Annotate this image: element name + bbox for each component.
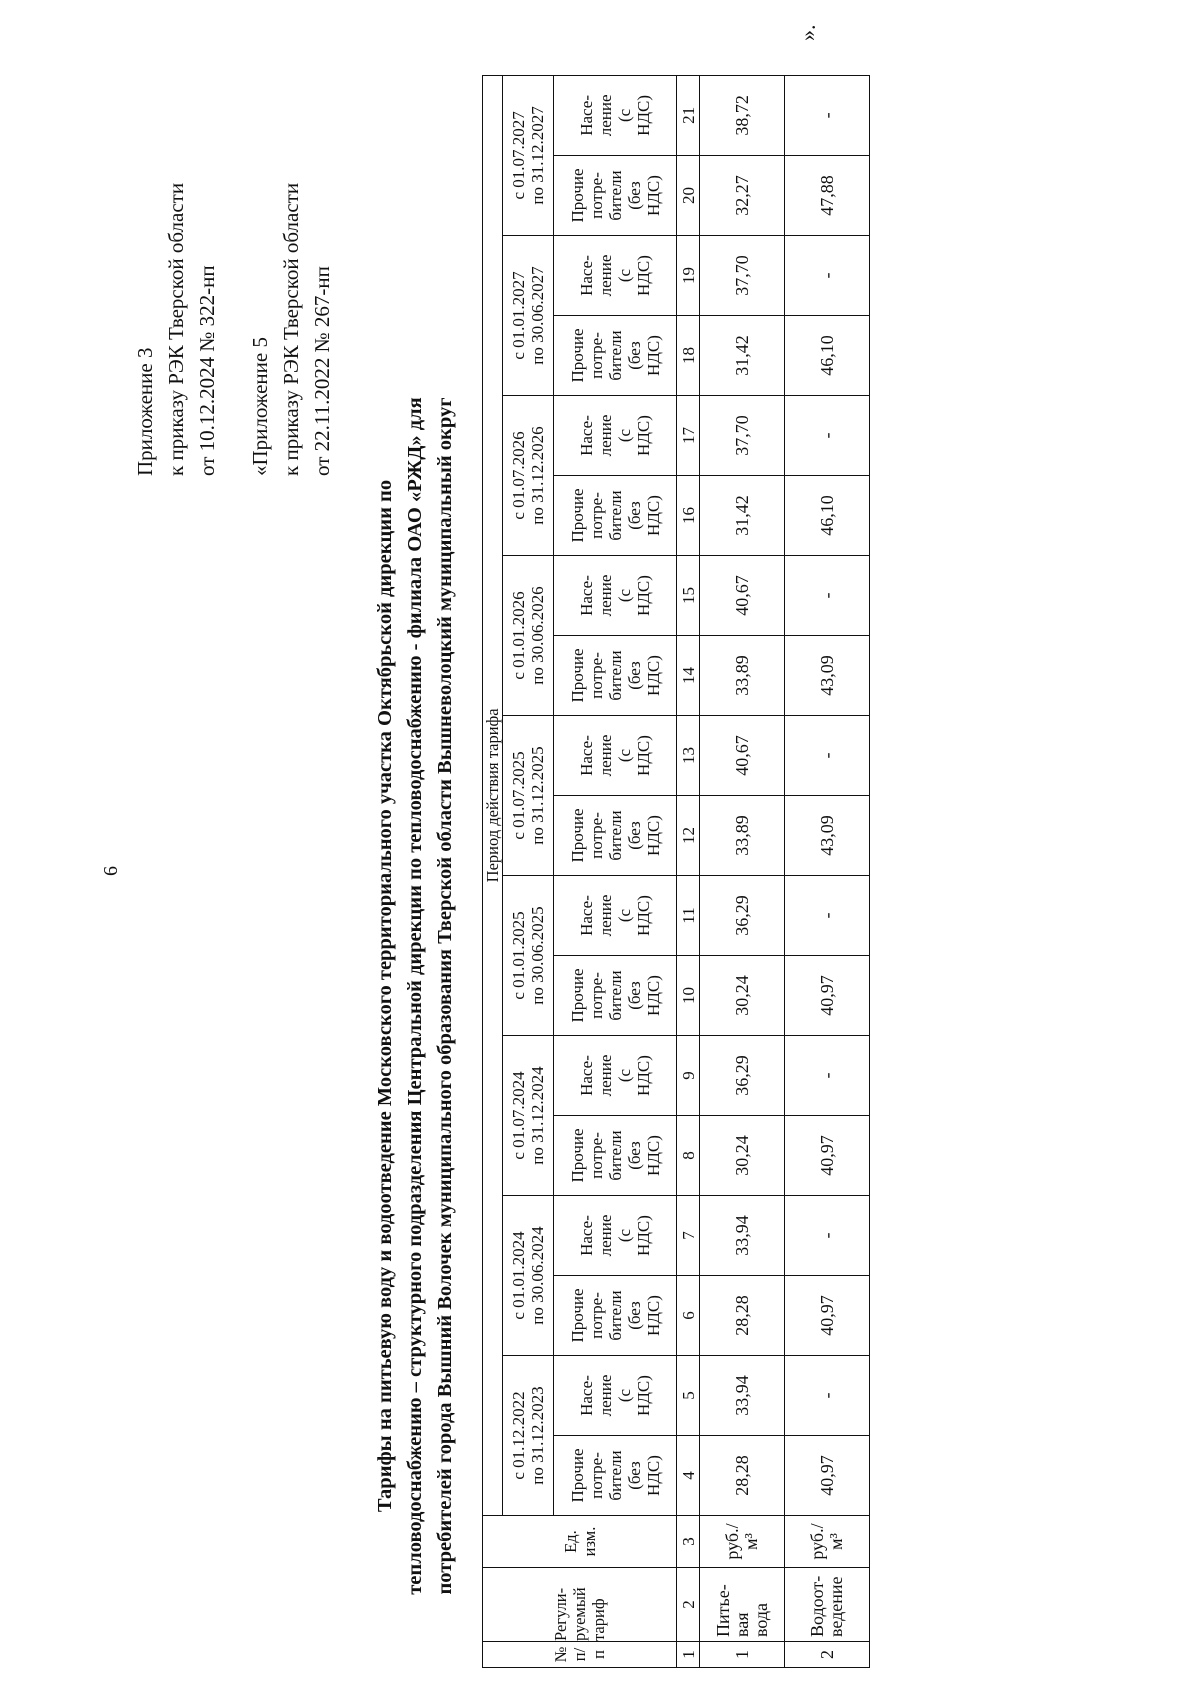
column-index-cell: 12 (677, 796, 700, 876)
tariff-value-cell: 38,72 (700, 75, 785, 155)
appendix-new-line-1: Приложение 3 (133, 347, 157, 476)
column-index-cell: 17 (677, 396, 700, 476)
population-header: Насе- ление (с НДС) (554, 236, 677, 316)
document-title (370, 336, 460, 1656)
other-consumers-header: Прочие потре- бители (без НДС) (554, 156, 677, 236)
tariff-value-cell: 30,24 (700, 956, 785, 1036)
population-header: Насе- ление (с НДС) (554, 1036, 677, 1116)
other-consumers-header: Прочие потре- бители (без НДС) (554, 636, 677, 716)
tariff-value-cell: 37,70 (700, 396, 785, 476)
tariff-value-cell: 40,67 (700, 556, 785, 636)
column-index-cell: 7 (677, 1196, 700, 1276)
column-index-cell: 15 (677, 556, 700, 636)
period-header-cell: с 01.07.2025 по 31.12.2025 (503, 716, 554, 876)
unit-cell: руб./ м³ (700, 1516, 785, 1568)
tariff-table (482, 75, 870, 1668)
column-index-cell: 1 (677, 1642, 700, 1668)
column-index-cell: 13 (677, 716, 700, 796)
appendix-old-line-2: к приказу РЭК Тверской области (279, 182, 303, 476)
tariff-value-cell: - (785, 75, 870, 155)
population-header: Насе- ление (с НДС) (554, 1196, 677, 1276)
column-index-cell: 11 (677, 876, 700, 956)
tariff-value-cell: 28,28 (700, 1276, 785, 1356)
tariff-value-cell: 33,94 (700, 1196, 785, 1276)
column-index-cell: 19 (677, 236, 700, 316)
tariff-value-cell: 31,42 (700, 476, 785, 556)
population-header: Насе- ление (с НДС) (554, 396, 677, 476)
period-header-cell: с 01.07.2027 по 31.12.2027 (503, 75, 554, 235)
period-header-cell: с 01.01.2026 по 30.06.2026 (503, 556, 554, 716)
other-consumers-header: Прочие потре- бители (без НДС) (554, 476, 677, 556)
row-number-cell: 2 (785, 1642, 870, 1668)
other-consumers-header: Прочие потре- бители (без НДС) (554, 1116, 677, 1196)
appendix-new-line-2: к приказу РЭК Тверской области (164, 182, 188, 476)
population-header: Насе- ление (с НДС) (554, 556, 677, 636)
tariff-value-cell: 43,09 (785, 636, 870, 716)
col-header-number: № п/ п (483, 1642, 677, 1668)
consumer-header-row (554, 75, 677, 1667)
population-header: Насе- ление (с НДС) (554, 876, 677, 956)
tariff-value-cell: 28,28 (700, 1436, 785, 1516)
tariff-value-cell: - (785, 236, 870, 316)
tariff-value-cell: 40,97 (785, 956, 870, 1036)
column-index-cell: 8 (677, 1116, 700, 1196)
column-index-cell: 2 (677, 1568, 700, 1642)
column-index-cell: 4 (677, 1436, 700, 1516)
tariff-value-cell: - (785, 556, 870, 636)
appendix-old-line-3: от 22.11.2022 № 267-нп (310, 266, 334, 476)
tariff-name-cell: Питье- вая вода (700, 1568, 785, 1642)
tariff-value-cell: - (785, 716, 870, 796)
tariff-value-cell: - (785, 1036, 870, 1116)
appendix-new-line-3: от 10.12.2024 № 322-нп (195, 265, 219, 476)
tariff-value-cell: 36,29 (700, 876, 785, 956)
tariff-value-cell: 40,67 (700, 716, 785, 796)
tariff-value-cell: - (785, 1196, 870, 1276)
tariff-value-cell: 40,97 (785, 1276, 870, 1356)
column-index-cell: 10 (677, 956, 700, 1036)
closing-mark: ». (795, 24, 820, 41)
tariff-value-cell: 46,10 (785, 316, 870, 396)
period-header-cell: с 01.07.2026 по 31.12.2026 (503, 396, 554, 556)
column-index-row (677, 75, 700, 1667)
appendix-old-line-1: «Приложение 5 (248, 337, 272, 476)
tariff-value-cell: 33,94 (700, 1356, 785, 1436)
period-header-cell: с 01.12.2022 по 31.12.2023 (503, 1356, 554, 1516)
column-index-cell: 16 (677, 476, 700, 556)
column-index-cell: 6 (677, 1276, 700, 1356)
column-index-cell: 3 (677, 1516, 700, 1568)
appendix-reference-new (130, 183, 223, 476)
other-consumers-header: Прочие потре- бители (без НДС) (554, 1436, 677, 1516)
tariff-value-cell: 43,09 (785, 796, 870, 876)
population-header: Насе- ление (с НДС) (554, 75, 677, 155)
column-index-cell: 20 (677, 156, 700, 236)
tariff-value-cell: - (785, 876, 870, 956)
tariff-value-cell: 46,10 (785, 476, 870, 556)
other-consumers-header: Прочие потре- бители (без НДС) (554, 1276, 677, 1356)
tariff-value-cell: 33,89 (700, 796, 785, 876)
column-index-cell: 21 (677, 75, 700, 155)
period-header-cell: с 01.07.2024 по 31.12.2024 (503, 1036, 554, 1196)
table-body (677, 75, 870, 1667)
column-index-cell: 18 (677, 316, 700, 396)
other-consumers-header: Прочие потре- бители (без НДС) (554, 796, 677, 876)
title-line-2: тепловодоснабжению – структурного подразделения Центральной дирекции по тепловодоснабжению - филиала ОАО «РЖД» для (404, 397, 426, 1595)
population-header: Насе- ление (с НДС) (554, 1356, 677, 1436)
table-row (785, 75, 870, 1667)
tariff-value-cell: 32,27 (700, 156, 785, 236)
period-header-cell: с 01.01.2027 по 30.06.2027 (503, 236, 554, 396)
other-consumers-header: Прочие потре- бители (без НДС) (554, 316, 677, 396)
unit-cell: руб./ м³ (785, 1516, 870, 1568)
page-number: 6 (100, 866, 122, 876)
col-header-unit: Ед. изм. (483, 1516, 677, 1568)
tariff-value-cell: 36,29 (700, 1036, 785, 1116)
tariff-value-cell: 30,24 (700, 1116, 785, 1196)
title-line-1: Тарифы на питьевую воду и водоотведение Московского территориального участка Октябрьской дирекции по (374, 479, 396, 1513)
tariff-name-cell: Водоот- ведение (785, 1568, 870, 1642)
tariff-value-cell: 31,42 (700, 316, 785, 396)
period-header: Период действия тарифа (483, 75, 503, 1515)
tariff-value-cell: 47,88 (785, 156, 870, 236)
period-header-cell: с 01.01.2025 по 30.06.2025 (503, 876, 554, 1036)
tariff-value-cell: - (785, 1356, 870, 1436)
tariff-value-cell: 40,97 (785, 1116, 870, 1196)
period-header-cell: с 01.01.2024 по 30.06.2024 (503, 1196, 554, 1356)
tariff-value-cell: 37,70 (700, 236, 785, 316)
table-row (700, 75, 785, 1667)
column-index-cell: 5 (677, 1356, 700, 1436)
other-consumers-header: Прочие потре- бители (без НДС) (554, 956, 677, 1036)
column-index-cell: 14 (677, 636, 700, 716)
col-header-tariff: Регули- руемый тариф (483, 1568, 677, 1642)
title-line-3: потребителей города Вышний Волочек муниципального образования Тверской области Вышневолоцкий муниципальный округ (434, 397, 456, 1595)
row-number-cell: 1 (700, 1642, 785, 1668)
tariff-value-cell: 40,97 (785, 1436, 870, 1516)
tariff-value-cell: 33,89 (700, 636, 785, 716)
column-index-cell: 9 (677, 1036, 700, 1116)
population-header: Насе- ление (с НДС) (554, 716, 677, 796)
appendix-reference-old (245, 183, 338, 476)
period-header-row (503, 75, 554, 1667)
tariff-value-cell: - (785, 396, 870, 476)
